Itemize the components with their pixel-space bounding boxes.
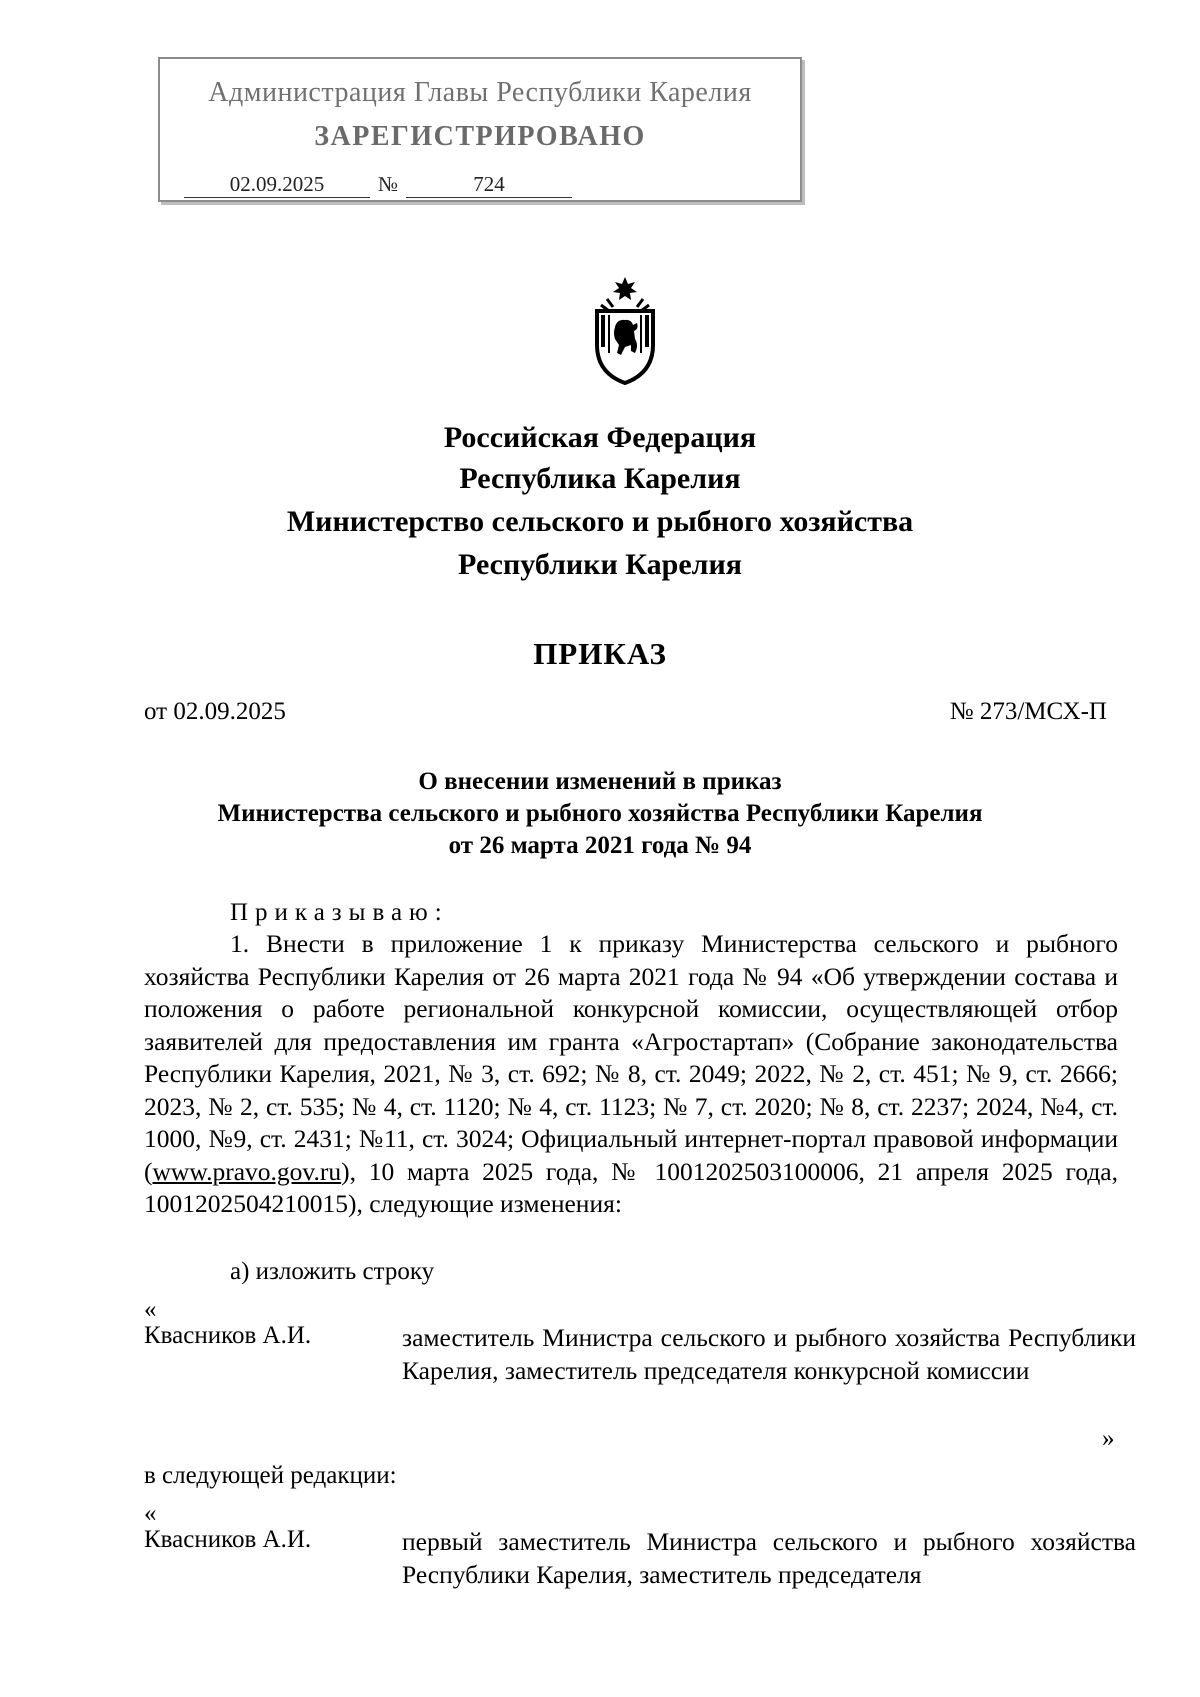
paragraph-1 [144, 928, 1118, 1221]
quote-open: « [144, 1500, 157, 1527]
stamp-organization: Администрация Главы Республики Карелия [208, 77, 752, 108]
item-a: а) изложить строку [230, 1258, 435, 1285]
header-ministry: Министерство сельского и рыбного хозяйства [286, 505, 914, 538]
ordering-word: Приказываю: [230, 899, 449, 926]
order-date: от 02.09.2025 [144, 698, 286, 725]
new-entry-person: Квасников А.И. [144, 1526, 312, 1553]
header-republic: Республика Карелия [459, 462, 741, 495]
order-number: № 273/МСХ-П [949, 698, 1107, 725]
stamp-number-label: № [378, 172, 399, 196]
subject-line-1: О внесении изменений в приказ [418, 768, 782, 795]
karelia-coat-of-arms-icon [587, 275, 663, 387]
subject-line-3: от 26 марта 2021 года № 94 [448, 832, 752, 859]
old-entry-person: Квасников А.И. [144, 1322, 312, 1349]
old-entry-role: заместитель Министра сельского и рыбного хозяйства Республики Карелия, заместитель председателя конкурсной комиссии [402, 1323, 1136, 1385]
header-country: Российская Федерация [443, 421, 757, 454]
pravo-link[interactable]: www.pravo.gov.ru [152, 1156, 342, 1186]
quote-close: » [1102, 1425, 1115, 1452]
emblem-star [613, 277, 637, 300]
quote-open: « [144, 1296, 157, 1323]
new-entry-role: первый заместитель Министра сельского и рыбного хозяйства Республики Карелия, заместитель председателя [402, 1527, 1136, 1589]
order-title: ПРИКАЗ [533, 636, 667, 671]
next-edition-label: в следующей редакции: [144, 1462, 397, 1489]
registration-stamp [158, 57, 802, 202]
paragraph-1-text-a: 1. Внести в приложение 1 к приказу Министерства сельского и рыбного хозяйства Республики Карелия от 26 марта 2021 года № 94 «Об утверждении состава и положения о работе региональной конкурсной комиссии, осуществляющей отбор заявителей для предоставления им гранта «Агростартап» (Собрание законодательства Республики Карелия, 2021, № 3, ст. 692; № 8, ст. 2049; 2022, № 2, ст. 451; № 9, ст. 2666; 2023, № 2, ст. 535; № 4, ст. 1120; № 4, ст. 1123; № 7, ст. 2020; № 8, ст. 2237; 2024, №4, ст. 1000, №9, ст. 2431; №11, ст. 3024; Официальный интернет-портал правовой информации ( [144, 929, 1118, 1186]
stamp-date: 02.09.2025 [184, 171, 370, 198]
paragraph-1-text-b: ), 10 марта 2025 года, № 1001202503100006, 21 апреля 2025 года, 1001202504210015), следующие изменения: [144, 1156, 1118, 1218]
stamp-number: 724 [406, 171, 572, 198]
header-ministry-region: Республики Карелия [458, 548, 742, 581]
stamp-status: ЗАРЕГИСТРИРОВАНО [314, 121, 646, 152]
subject-line-2: Министерства сельского и рыбного хозяйства Республики Карелия [217, 800, 983, 827]
